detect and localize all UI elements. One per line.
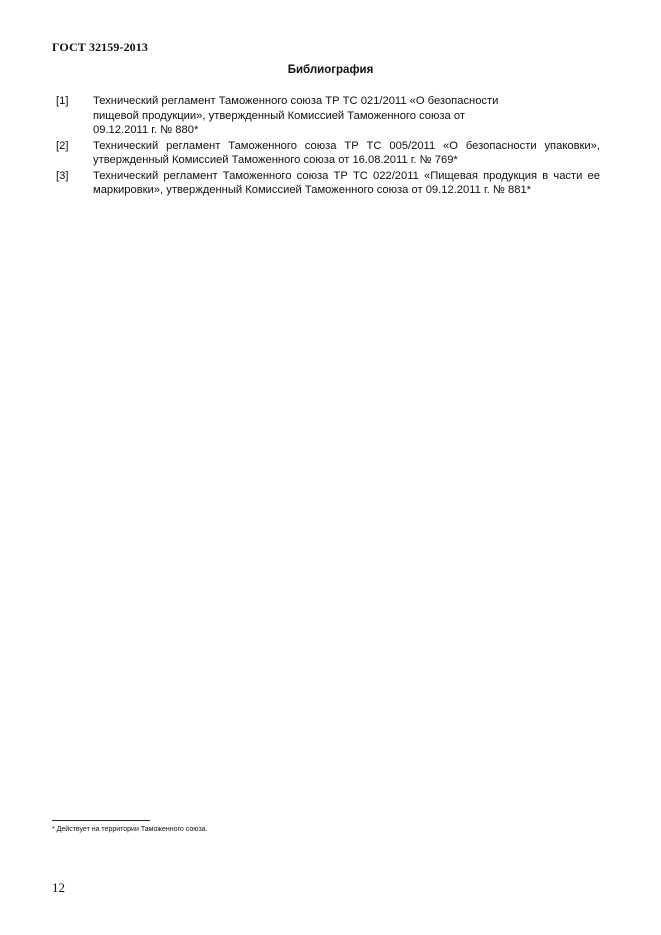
entry-text: Технический регламент Таможенного союза ТР ТС 022/2011 «Пищевая продукция в части ее маркировки», утвержденный Комиссией Таможенного союза от 09.12.2011 г. № 881* [93, 169, 600, 196]
footnote-separator [52, 820, 150, 821]
footnote: * Действует на территории Таможенного союза. [52, 826, 208, 833]
entry-number: [2] [56, 139, 69, 152]
entry-number: [1] [56, 95, 69, 107]
bibliography-entry [56, 94, 600, 138]
page-number: 12 [52, 880, 65, 895]
bibliography-list [56, 94, 600, 199]
entry-number: [3] [56, 169, 69, 182]
entry-text: Технический регламент Таможенного союза ТР ТС 021/2011 «О безопасности пищевой продукции», утвержденный Комиссией Таможенного союза от 09.12.2011 г. № 880* [93, 95, 499, 136]
bibliography-entry [56, 139, 600, 168]
document-id: ГОСТ 32159-2013 [52, 40, 148, 54]
bibliography-entry [56, 169, 600, 198]
bibliography-title: Библиография [287, 64, 374, 76]
entry-text: Технический регламент Таможенного союза ТР ТС 005/2011 «О безопасности упаковки», утвержденный Комиссией Таможенного союза от 16.08.2011 г. № 769* [93, 139, 600, 166]
